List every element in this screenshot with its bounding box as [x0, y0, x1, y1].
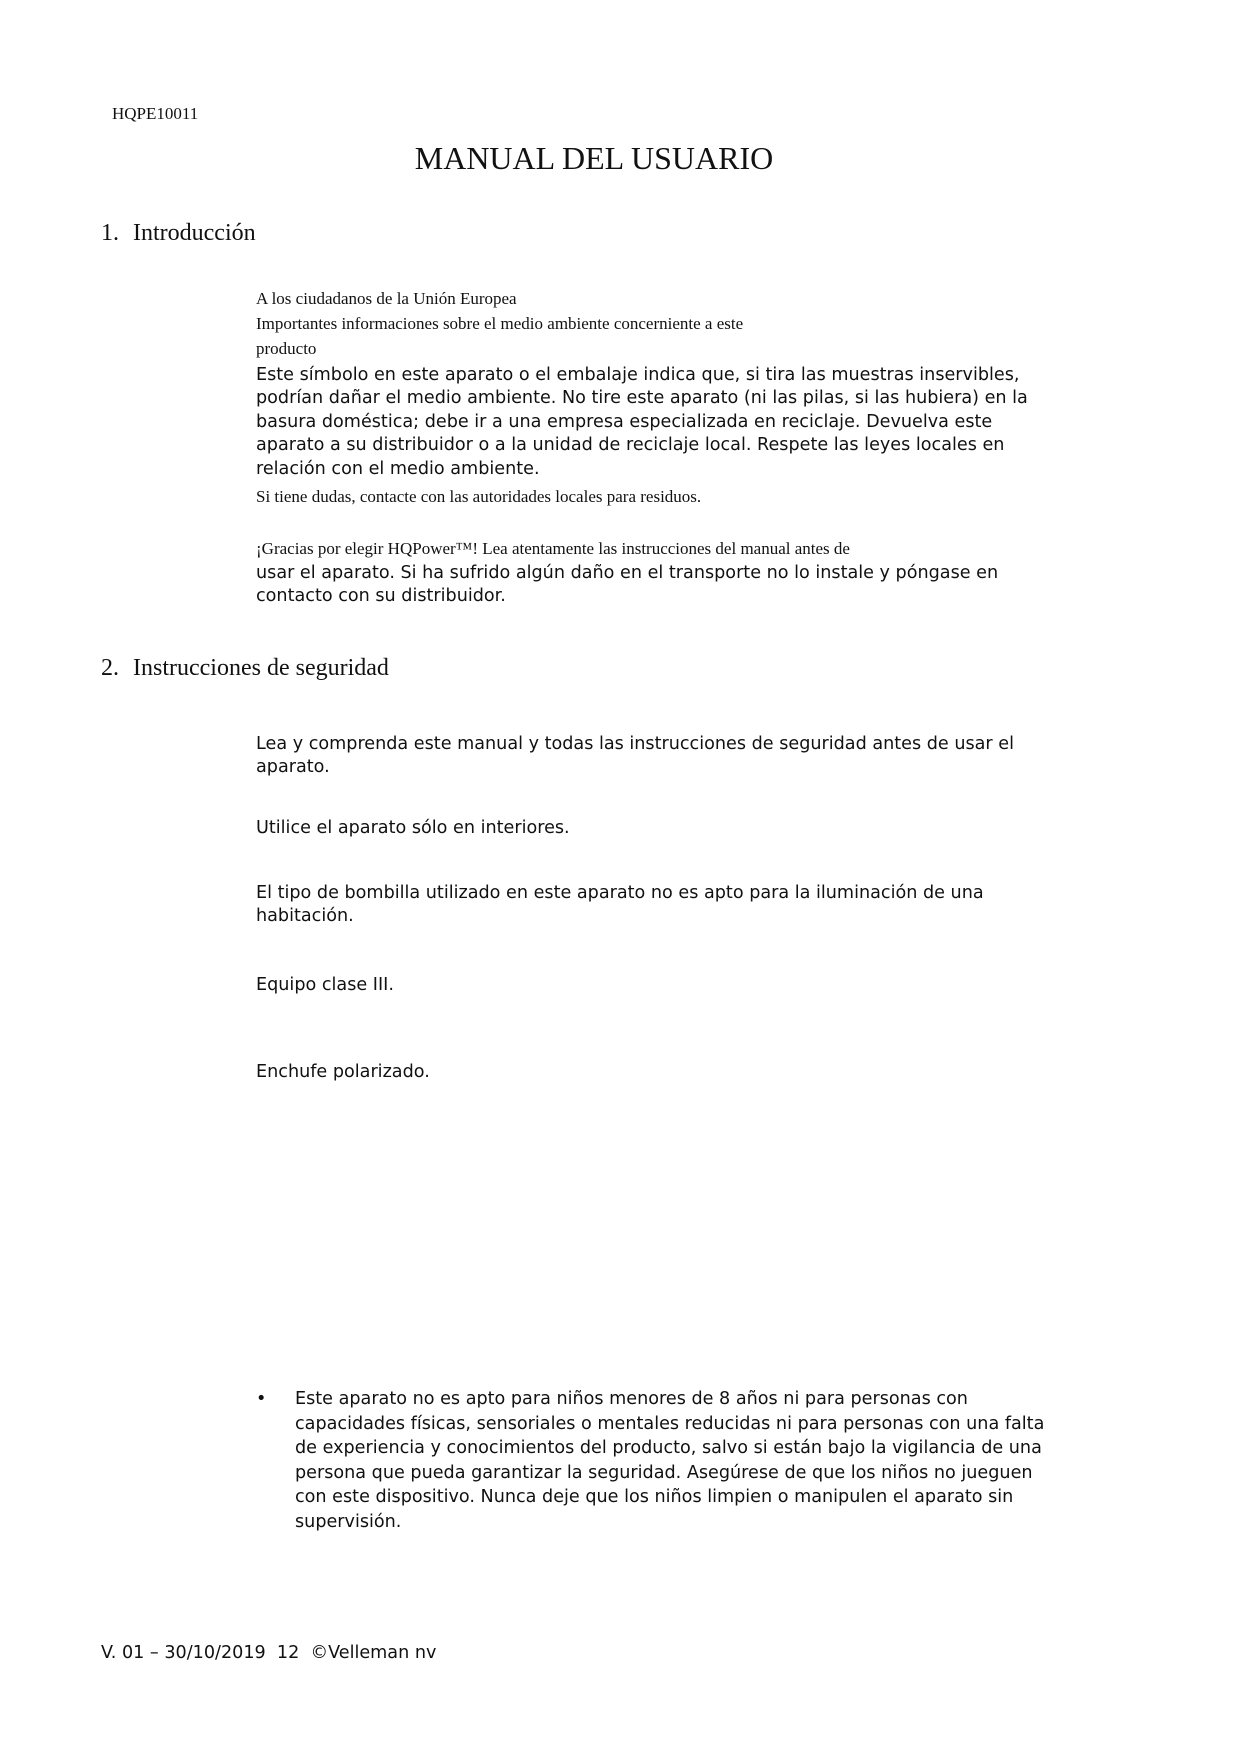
safety-line: El tipo de bombilla utilizado en este aparato no es apto para la iluminación de una [256, 883, 984, 903]
intro-line: ¡Gracias por elegir HQPower™! Lea atentamente las instrucciones del manual antes de [256, 539, 850, 558]
safety-line: Enchufe polarizado. [256, 1062, 430, 1082]
intro-line: A los ciudadanos de la Unión Europea [256, 289, 517, 308]
section-1-number: 1. [101, 220, 119, 246]
bullet-line: con este dispositivo. Nunca deje que los niños limpien o manipulen el aparato sin [295, 1487, 1014, 1507]
bullet-icon: • [256, 1389, 267, 1409]
intro-line: Si tiene dudas, contacte con las autoridades locales para residuos. [256, 487, 702, 506]
intro-line: Importantes informaciones sobre el medio ambiente concerniente a este [256, 314, 744, 333]
intro-line: producto [256, 339, 317, 358]
bullet-line: Este aparato no es apto para niños menores de 8 años ni para personas con [295, 1389, 968, 1409]
section-1-heading: Introducción [133, 220, 256, 246]
safety-line: Utilice el aparato sólo en interiores. [256, 818, 570, 838]
page-footer: V. 01 – 30/10/2019 12 ©Velleman nv [101, 1643, 437, 1663]
safety-line: aparato. [256, 757, 330, 777]
intro-line: contacto con su distribuidor. [256, 586, 506, 606]
intro-line: Este símbolo en este aparato o el embalaje indica que, si tira las muestras inservibles, [256, 365, 1020, 385]
safety-line: habitación. [256, 906, 354, 926]
product-code: HQPE10011 [112, 104, 199, 123]
intro-line: basura doméstica; debe ir a una empresa especializada en reciclaje. Devuelva este [256, 412, 993, 432]
bullet-line: supervisión. [295, 1512, 402, 1532]
bullet-line: persona que pueda garantizar la seguridad. Asegúrese de que los niños no jueguen [295, 1463, 1033, 1483]
bullet-line: capacidades físicas, sensoriales o mentales reducidas ni para personas con una falta [295, 1414, 1045, 1434]
safety-line: Lea y comprenda este manual y todas las instrucciones de seguridad antes de usar el [256, 734, 1014, 754]
intro-line: usar el aparato. Si ha sufrido algún daño en el transporte no lo instale y póngase en [256, 563, 999, 583]
bullet-line: de experiencia y conocimientos del producto, salvo si están bajo la vigilancia de una [295, 1438, 1042, 1458]
intro-line: relación con el medio ambiente. [256, 459, 540, 479]
page-title: MANUAL DEL USUARIO [414, 140, 774, 176]
safety-line: Equipo clase III. [256, 975, 394, 995]
intro-line: aparato a su distribuidor o a la unidad de reciclaje local. Respete las leyes locales en [256, 435, 1005, 455]
section-2-heading: Instrucciones de seguridad [133, 655, 389, 681]
section-2-number: 2. [101, 655, 119, 681]
intro-line: podrían dañar el medio ambiente. No tire este aparato (ni las pilas, si las hubiera) en la [256, 388, 1028, 408]
